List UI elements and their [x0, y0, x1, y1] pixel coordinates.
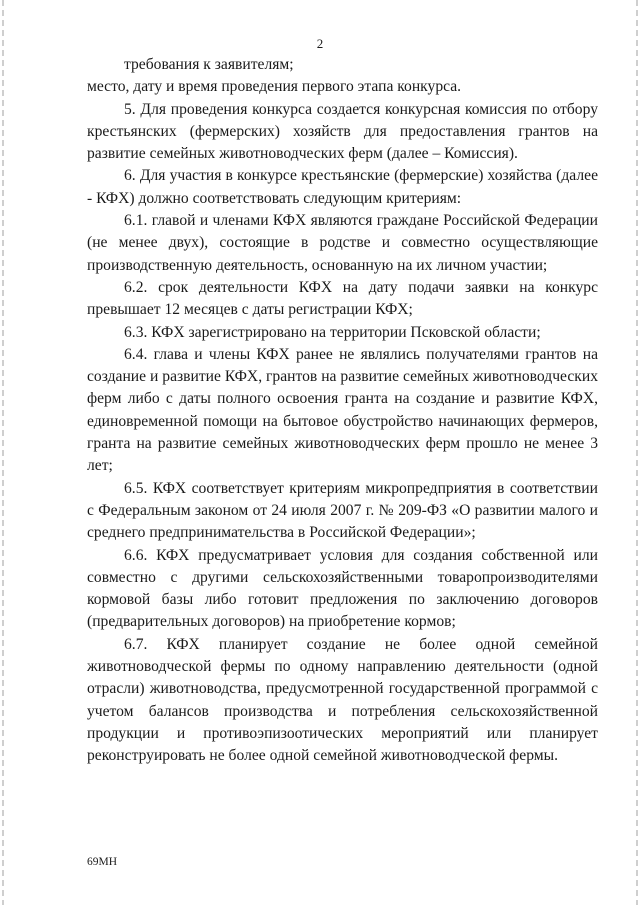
paragraph-6-2: 6.2. срок деятельности КФХ на дату подачи заявки на конкурс превышает 12 месяцев с даты регистрации КФХ;	[87, 278, 598, 319]
paragraph-6-1: 6.1. главой и членами КФХ являются граждане Российской Федерации (не менее двух), состоящие в родстве и совместно осуществляющие производственную деятельность, основанную на их личном участии;	[87, 212, 598, 274]
document-body	[87, 54, 598, 768]
paragraph-6-3: 6.3. КФХ зарегистрировано на территории Псковской области;	[124, 323, 541, 341]
paragraph-5: 5. Для проведения конкурса создается конкурсная комиссия по отбору крестьянских (фермерских) хозяйств для предоставления грантов на развитие семейных животноводческих ферм (далее – Комиссия).	[87, 100, 598, 163]
paragraph-6: 6. Для участия в конкурсе крестьянские (фермерские) хозяйства (далее - КФХ) должно соответствовать следующим критериям:	[87, 167, 598, 207]
paragraph: место, дату и время проведения первого этапа конкурса.	[87, 78, 462, 96]
paragraph-6-4: 6.4. глава и члены КФХ ранее не являлись получателями грантов на создание и развитие КФХ, грантов на развитие семейных животноводческих ферм либо с даты полного освоения гранта на создание и развитие КФХ, единовременной помощи на бытовое обустройство начинающих фермеров, гранта на развитие семейных животноводческих ферм прошло не менее 3 лет;	[87, 345, 598, 475]
paragraph-6-5: 6.5. КФХ соответствует критериям микропредприятия в соответствии с Федеральным законом от 24 июля 2007 г. № 209-ФЗ «О развитии малого и среднего предпринимательства в Российской Федерации»;	[87, 479, 598, 542]
scan-edge-left	[2, 0, 4, 905]
scan-edge-right	[636, 0, 638, 905]
paragraph-6-6: 6.6. КФХ предусматривает условия для создания собственной или совместно с другими сельскохозяйственными товаропроизводителями кормовой базы либо готовит предложения по заключению договоров (предварительных договоров) на приобретение кормов;	[87, 546, 598, 631]
paragraph-6-7: 6.7. КФХ планирует создание не более одной семейной животноводческой фермы по одному направлению деятельности (одной отрасли) животноводства, предусмотренной государственной программой с учетом балансов производства и потребления сельскохозяйственной продукции и противоэпизоотических мероприятий или планирует реконструировать не более одной семейной животноводческой фермы.	[87, 635, 598, 765]
page-number: 2	[316, 36, 324, 51]
paragraph: требования к заявителям;	[124, 56, 294, 73]
footer-code: 69МН	[87, 856, 118, 868]
